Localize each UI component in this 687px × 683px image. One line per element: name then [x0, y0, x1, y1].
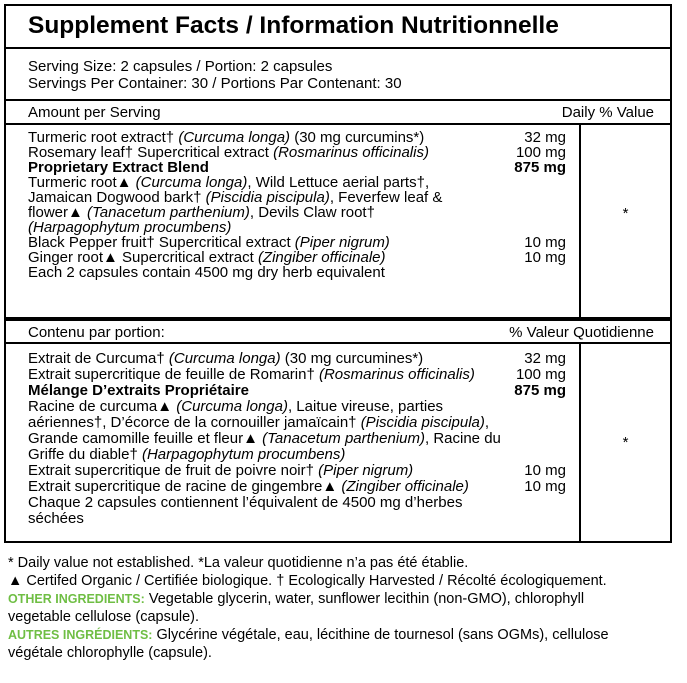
- ingredient-row: [28, 415, 566, 431]
- en-ingredients-block: [6, 125, 670, 319]
- amount-per-serving-label: Amount per Serving: [28, 104, 161, 121]
- footer-notes: [8, 554, 680, 662]
- fr-ingredient-rows: [28, 351, 566, 527]
- ingredient-amount: 100 mg: [515, 144, 566, 161]
- ingredient-text: Griffe du diable†: [28, 446, 142, 463]
- en-header: [6, 101, 670, 125]
- ingredient-amount: 10 mg: [524, 234, 566, 251]
- ingredient-text: Extrait de Curcuma†: [28, 350, 169, 367]
- contenu-par-portion-label: Contenu par portion:: [28, 324, 165, 341]
- ingredient-amount: 10 mg: [524, 249, 566, 266]
- ingredient-text: Chaque 2 capsules contiennent l’équivalent de 4500 mg d’herbes: [28, 494, 463, 511]
- ingredient-row: [28, 160, 566, 175]
- en-daily-value-mark: *: [622, 205, 629, 222]
- ingredient-text: séchées: [28, 510, 84, 527]
- ingredient-row: [28, 495, 566, 511]
- ingredient-text: Proprietary Extract Blend: [28, 159, 209, 176]
- ingredient-text-cont: , Devils Claw root†: [249, 204, 375, 221]
- ingredient-row: [28, 130, 566, 145]
- ingredient-row: [28, 431, 566, 447]
- autres-ingredients: [8, 626, 680, 644]
- ingredient-text: Racine de curcuma▲: [28, 398, 177, 415]
- ingredient-text: Turmeric root extract†: [28, 129, 179, 146]
- ingredient-row: [28, 511, 566, 527]
- ingredient-row: [28, 175, 566, 190]
- ingredient-latin-name: (Rosmarinus officinalis): [318, 366, 475, 383]
- ingredient-latin-name: (Zingiber officinale): [257, 249, 386, 266]
- ingredient-amount: 10 mg: [524, 478, 566, 495]
- ingredient-latin-name: (Piscidia piscipula): [360, 414, 485, 431]
- other-ingredients: [8, 590, 680, 608]
- valeur-quotidienne-label: % Valeur Quotidienne: [509, 324, 654, 341]
- autres-ingredients-text: Glycérine végétale, eau, lécithine de tournesol (sans OGMs), cellulose: [152, 627, 609, 643]
- ingredient-text-cont: (30 mg curcumins*): [290, 129, 425, 146]
- ingredient-row: [28, 265, 566, 280]
- ingredient-row: [28, 220, 566, 235]
- ingredient-latin-name: (Harpagophytum procumbens): [28, 219, 232, 236]
- ingredient-latin-name: (Tanacetum parthenium): [87, 204, 250, 221]
- ingredient-text: Extrait supercritique de fruit de poivre noir†: [28, 462, 319, 479]
- ingredient-text: Black Pepper fruit† Supercritical extract: [28, 234, 295, 251]
- ingredient-latin-name: (Rosmarinus officinalis): [273, 144, 429, 161]
- ingredient-row: [28, 367, 566, 383]
- ingredient-text-cont: , Wild Lettuce aerial parts†,: [247, 174, 430, 191]
- ingredient-text-cont: , Feverfew leaf &: [329, 189, 443, 206]
- ingredient-amount: 10 mg: [524, 462, 566, 479]
- ingredient-amount: 875 mg: [514, 159, 566, 176]
- ingredient-text: Ginger root▲ Supercritical extract: [28, 249, 258, 266]
- daily-value-label: Daily % Value: [561, 104, 654, 121]
- serving-size: Serving Size: 2 capsules / Portion: 2 capsules: [28, 58, 333, 75]
- fr-ingredients-block: [6, 344, 670, 541]
- ingredient-row: [28, 399, 566, 415]
- ingredient-amount: 32 mg: [524, 350, 566, 367]
- ingredient-amount: 875 mg: [514, 382, 566, 399]
- ingredient-amount: 32 mg: [524, 129, 566, 146]
- fr-daily-value-mark: *: [622, 434, 629, 451]
- ingredient-latin-name: (Zingiber officinale): [341, 478, 469, 495]
- other-ingredients-cont: vegetable cellulose (capsule).: [8, 609, 200, 625]
- ingredient-row: [28, 447, 566, 463]
- other-ingredients-text: Vegetable glycerin, water, sunflower lecithin (non-GMO), chlorophyll: [144, 591, 585, 607]
- ingredient-text: Mélange D’extraits Propriétaire: [28, 382, 249, 399]
- ingredient-text-cont: , Racine du: [425, 430, 501, 447]
- ingredient-row: [28, 190, 566, 205]
- ingredient-text: Turmeric root▲: [28, 174, 136, 191]
- ingredient-latin-name: (Curcuma longa): [168, 350, 281, 367]
- ingredient-row: [28, 205, 566, 220]
- ingredient-latin-name: (Harpagophytum procumbens): [141, 446, 346, 463]
- ingredient-text-cont: ,: [484, 414, 490, 431]
- ingredient-row: [28, 383, 566, 399]
- ingredient-row: [28, 145, 566, 160]
- ingredient-amount: 100 mg: [515, 366, 566, 383]
- other-ingredients-label: OTHER INGREDIENTS:: [8, 592, 145, 606]
- ingredient-text: aériennes†, D’écorce de la cornouiller jamaïcain†: [28, 414, 361, 431]
- fr-header: [6, 319, 670, 344]
- autres-ingredients-cont: végétale chlorophylle (capsule).: [8, 645, 212, 661]
- ingredient-latin-name: (Piscidia piscipula): [205, 189, 330, 206]
- ingredient-row: [28, 235, 566, 250]
- ingredient-text: Each 2 capsules contain 4500 mg dry herb equivalent: [28, 264, 385, 281]
- servings-per-container: Servings Per Container: 30 / Portions Par Contenant: 30: [28, 75, 402, 92]
- ingredient-latin-name: (Piper nigrum): [318, 462, 414, 479]
- en-ingredient-rows: [28, 130, 566, 280]
- ingredient-row: [28, 351, 566, 367]
- ingredient-text: Jamaican Dogwood bark†: [28, 189, 206, 206]
- ingredient-latin-name: (Curcuma longa): [176, 398, 288, 415]
- ingredient-row: [28, 463, 566, 479]
- ingredient-row: [28, 250, 566, 265]
- ingredient-text: Extrait supercritique de racine de gingembre▲: [28, 478, 342, 495]
- ingredient-text-cont: , Laitue vireuse, parties: [287, 398, 444, 415]
- panel-title: Supplement Facts / Information Nutritionnelle: [6, 6, 670, 49]
- ingredient-text: Extrait supercritique de feuille de Romarin†: [28, 366, 319, 383]
- ingredient-latin-name: (Curcuma longa): [178, 129, 291, 146]
- ingredient-latin-name: (Curcuma longa): [135, 174, 248, 191]
- ingredient-text: Grande camomille feuille et fleur▲: [28, 430, 263, 447]
- daily-value-note: * Daily value not established. *La valeur quotidienne n’a pas été établie.: [8, 555, 469, 571]
- ingredient-text: Rosemary leaf† Supercritical extract: [28, 144, 274, 161]
- ingredient-latin-name: (Piper nigrum): [294, 234, 390, 251]
- ingredient-text: flower▲: [28, 204, 88, 221]
- supplement-facts-panel: [4, 4, 672, 543]
- ingredient-row: [28, 479, 566, 495]
- serving-info: [6, 49, 670, 101]
- certification-note: ▲ Certifed Organic / Certifiée biologique. † Ecologically Harvested / Récolté écologiquement.: [8, 573, 607, 589]
- ingredient-text-cont: (30 mg curcumines*): [280, 350, 424, 367]
- autres-ingredients-label: AUTRES INGRÉDIENTS:: [8, 628, 153, 642]
- ingredient-latin-name: (Tanacetum parthenium): [262, 430, 425, 447]
